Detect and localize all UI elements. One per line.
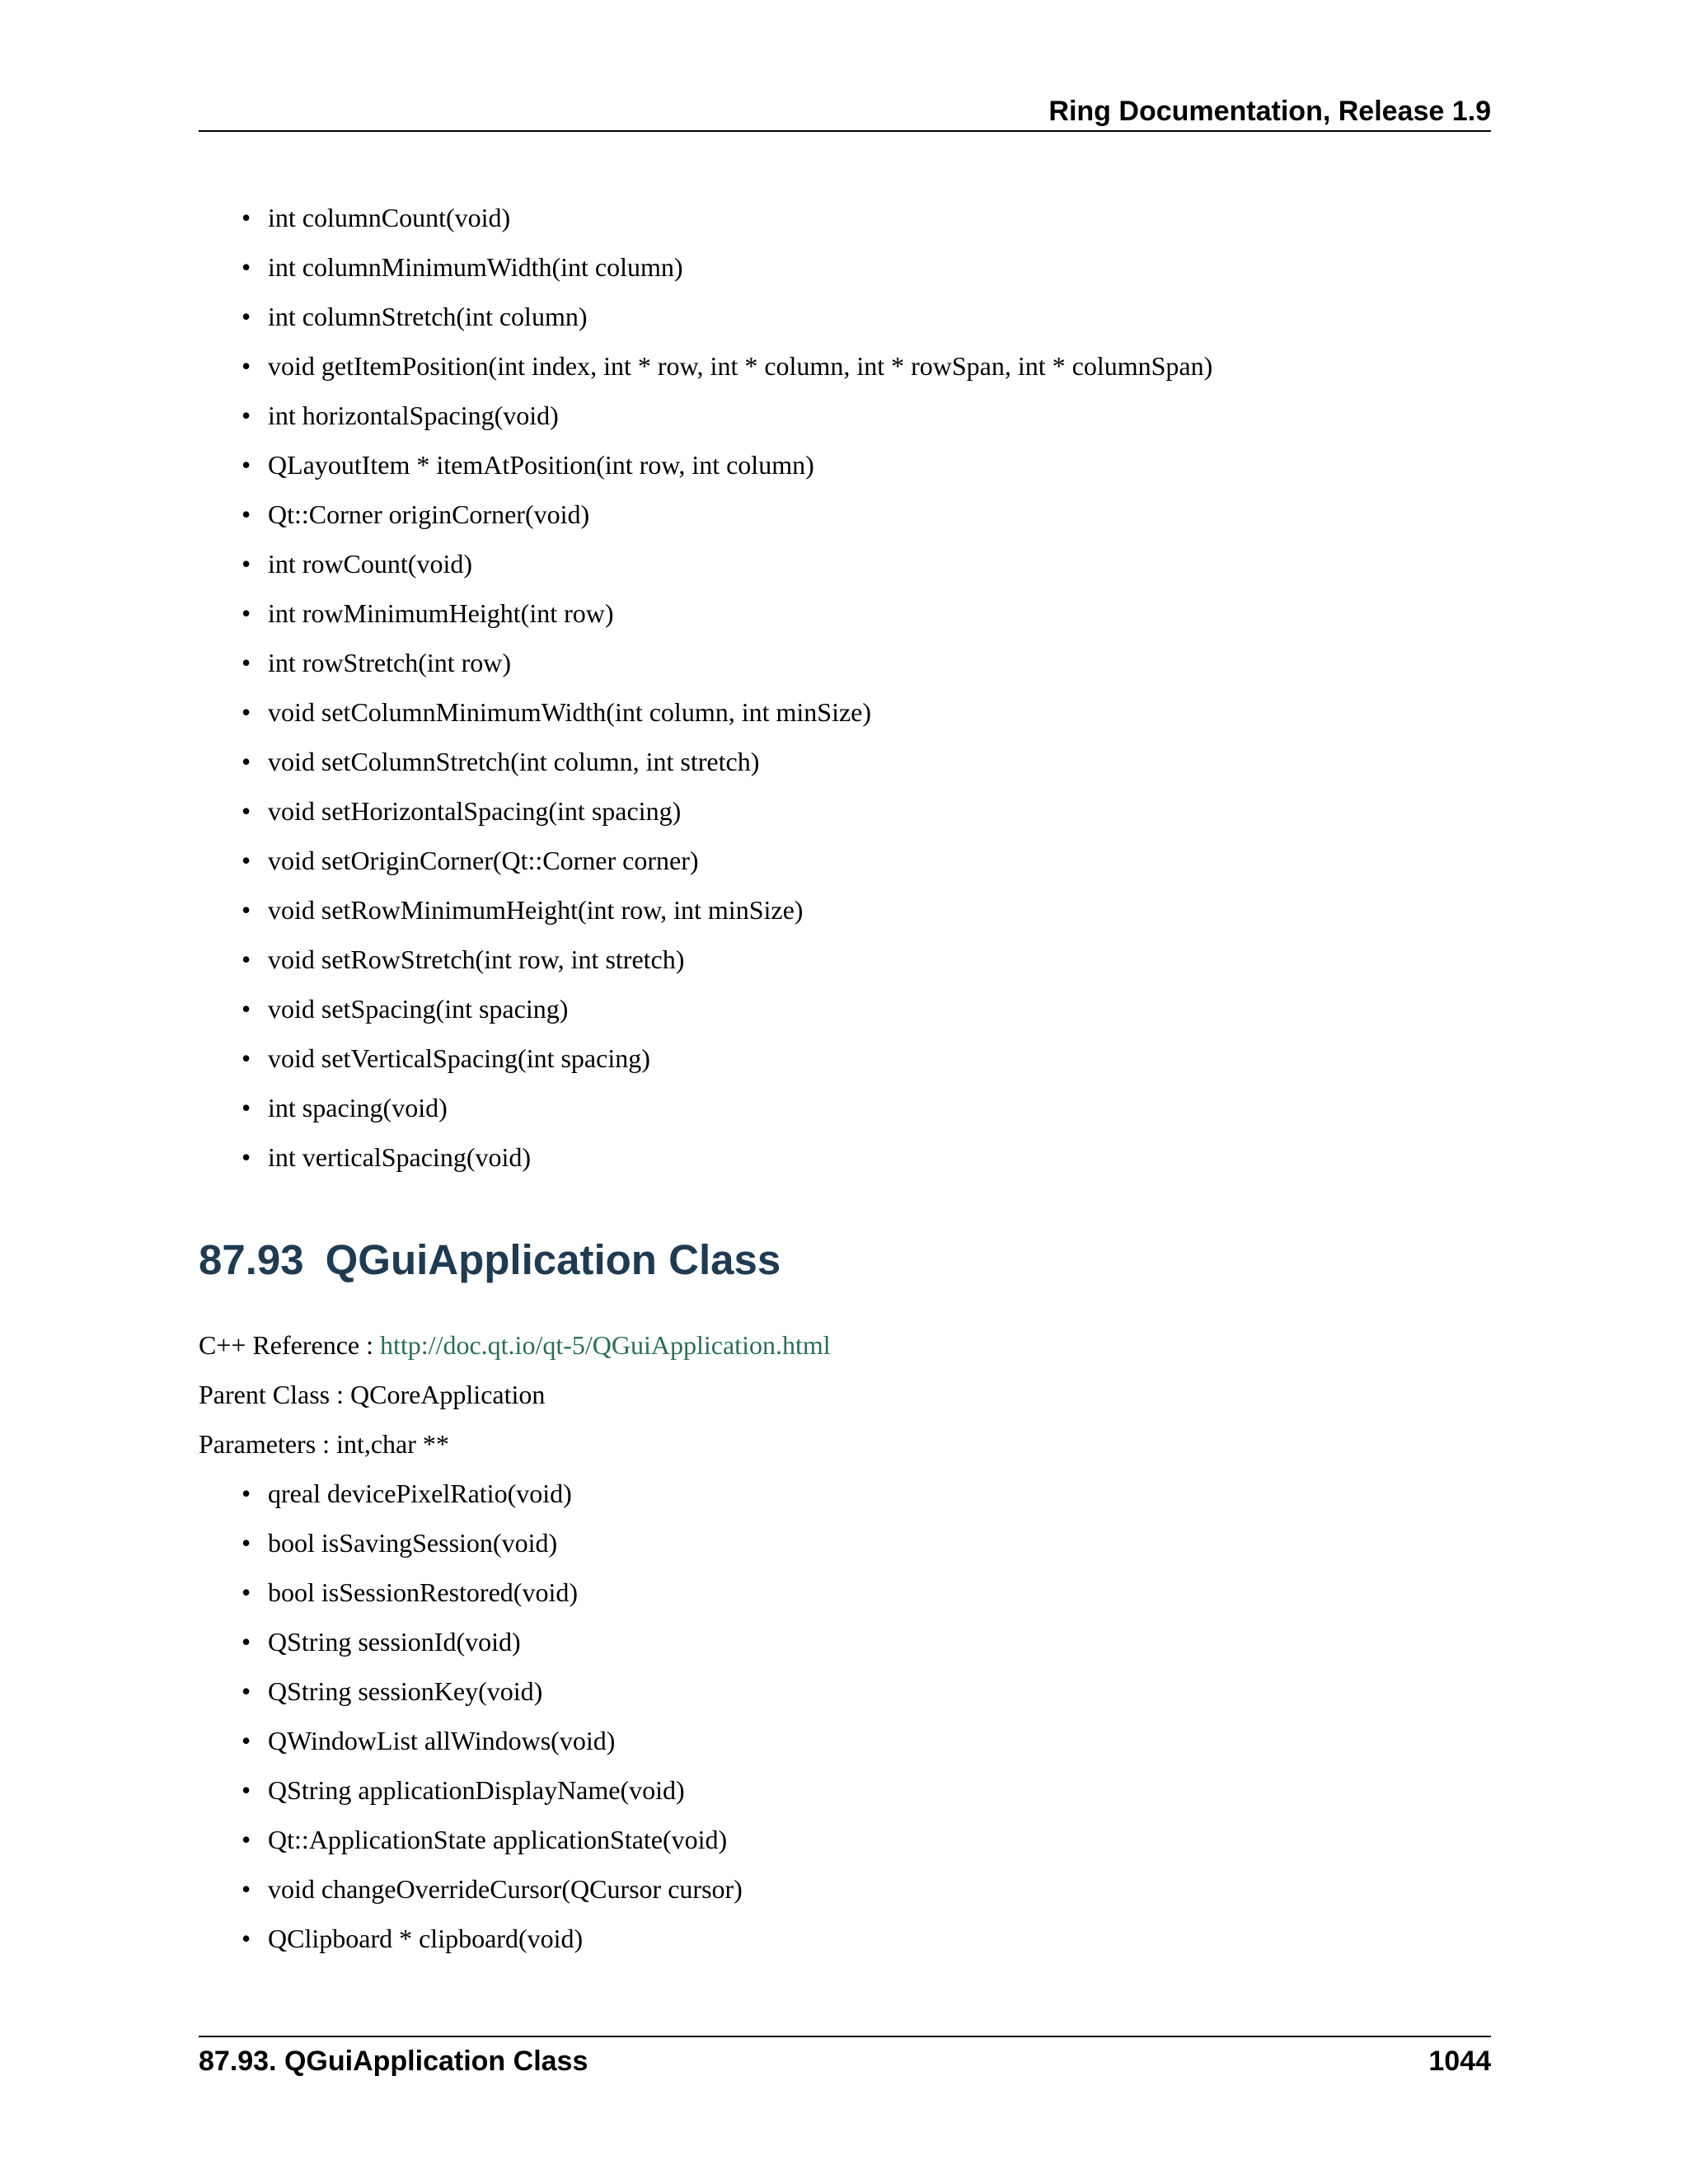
page-footer xyxy=(199,2036,1491,2085)
section-title: QGuiApplication Class xyxy=(325,1236,781,1283)
method-item: • int rowMinimumHeight(int row) xyxy=(0,588,1212,638)
method-item: • int horizontalSpacing(void) xyxy=(0,391,1212,440)
method-item: • void setSpacing(int spacing) xyxy=(0,984,1212,1033)
method-item: • int spacing(void) xyxy=(0,1083,1212,1132)
section-number: 87.93 xyxy=(199,1236,304,1283)
page-number: 1044 xyxy=(1428,2046,1491,2077)
method-item: • void setColumnStretch(int column, int stretch) xyxy=(0,737,1212,786)
method-item: • QClipboard * clipboard(void) xyxy=(0,1914,743,1963)
cpp-reference xyxy=(199,1320,831,1370)
method-item: • void setOriginCorner(Qt::Corner corner) xyxy=(0,836,1212,885)
method-item: • void setColumnMinimumWidth(int column, int minSize) xyxy=(0,687,1212,737)
method-item: • Qt::Corner originCorner(void) xyxy=(0,490,1212,539)
method-list-qgridlayout xyxy=(0,193,1212,1182)
parent-class: Parent Class : QCoreApplication xyxy=(199,1380,546,1409)
method-item: • void setRowStretch(int row, int stretch) xyxy=(0,935,1212,984)
section-heading xyxy=(199,1228,781,1292)
method-item: • qreal devicePixelRatio(void) xyxy=(0,1469,743,1518)
method-item: • int rowCount(void) xyxy=(0,539,1212,588)
method-item: • void changeOverrideCursor(QCursor cursor) xyxy=(0,1864,743,1914)
method-item: • void setHorizontalSpacing(int spacing) xyxy=(0,786,1212,836)
method-item: • bool isSavingSession(void) xyxy=(0,1518,743,1568)
footer-section: 87.93. QGuiApplication Class xyxy=(199,2046,588,2077)
method-item: • void getItemPosition(int index, int * row, int * column, int * rowSpan, int * columnSpan) xyxy=(0,341,1212,391)
method-item: • int columnStretch(int column) xyxy=(0,292,1212,341)
method-item: • QString sessionKey(void) xyxy=(0,1666,743,1716)
method-item: • QLayoutItem * itemAtPosition(int row, int column) xyxy=(0,440,1212,490)
method-item: • int verticalSpacing(void) xyxy=(0,1132,1212,1182)
method-item: • int rowStretch(int row) xyxy=(0,638,1212,687)
method-item: • int columnMinimumWidth(int column) xyxy=(0,242,1212,292)
document-title: Ring Documentation, Release 1.9 xyxy=(1048,96,1491,127)
page-header xyxy=(199,92,1491,132)
method-item: • bool isSessionRestored(void) xyxy=(0,1568,743,1617)
method-item: • int columnCount(void) xyxy=(0,193,1212,242)
method-item: • void setVerticalSpacing(int spacing) xyxy=(0,1033,1212,1083)
method-item: • QString sessionId(void) xyxy=(0,1617,743,1666)
method-item: • void setRowMinimumHeight(int row, int minSize) xyxy=(0,885,1212,935)
cpp-reference-link[interactable]: http://doc.qt.io/qt-5/QGuiApplication.html xyxy=(380,1330,831,1360)
method-item: • QWindowList allWindows(void) xyxy=(0,1716,743,1765)
method-item: • QString applicationDisplayName(void) xyxy=(0,1765,743,1815)
cpp-reference-label: C++ Reference : xyxy=(199,1330,380,1360)
parameters: Parameters : int,char ** xyxy=(199,1429,449,1459)
method-list-qguiapplication xyxy=(0,1469,743,1963)
method-item: • Qt::ApplicationState applicationState(void) xyxy=(0,1815,743,1864)
